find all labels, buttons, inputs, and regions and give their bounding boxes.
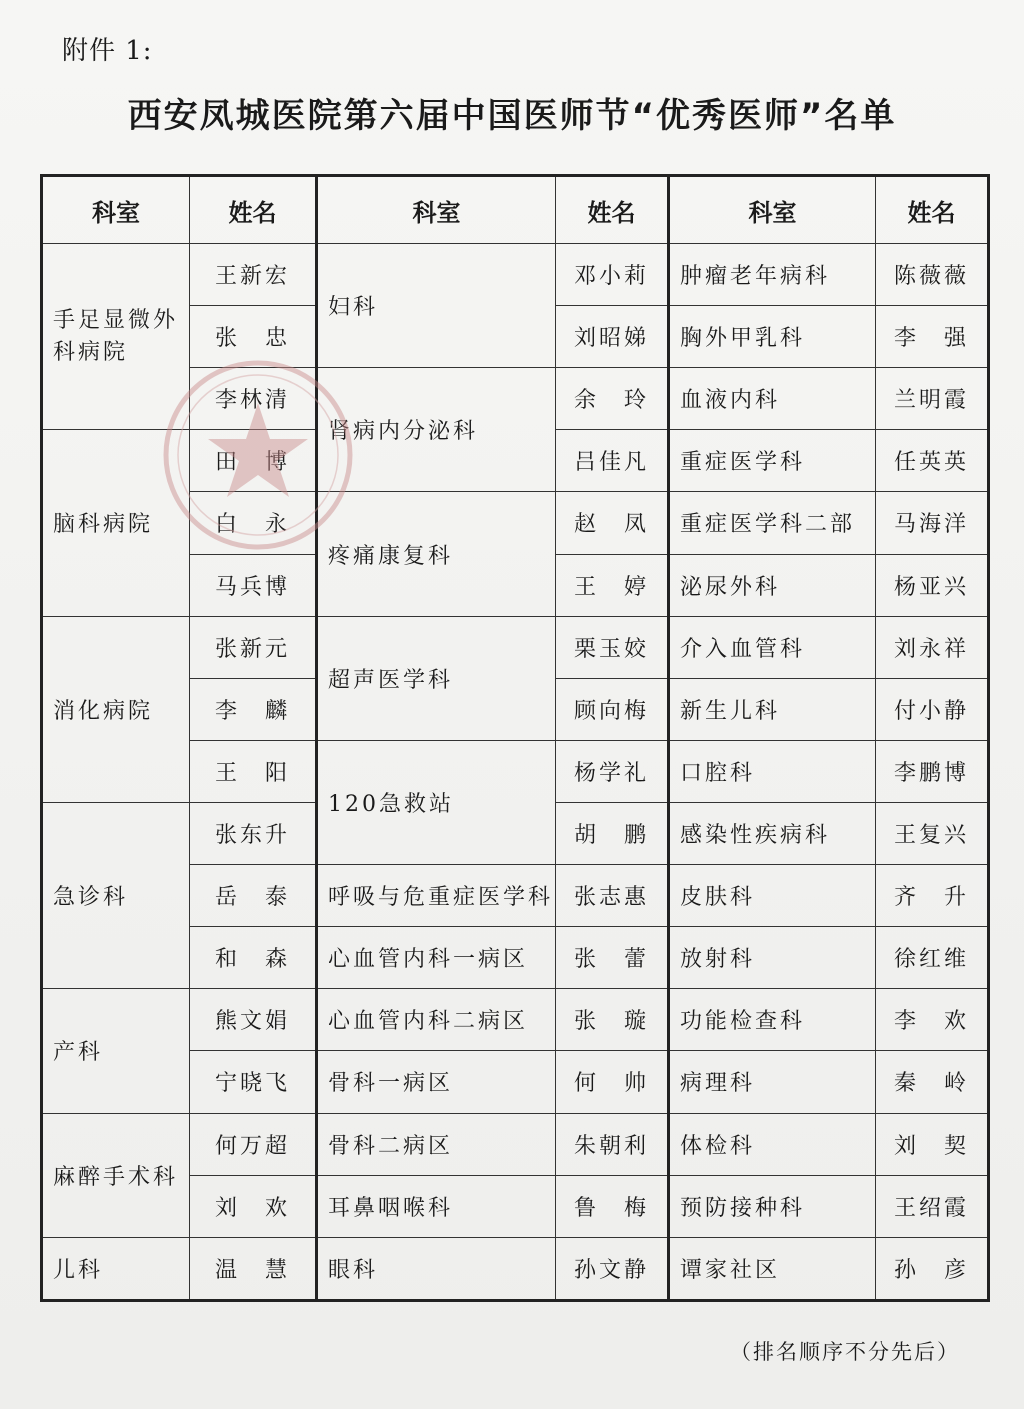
group-dept: 手足显微外科病院 <box>42 244 190 430</box>
doctor-name: 徐红维 <box>876 927 989 989</box>
doctor-name: 王绍霞 <box>876 1175 989 1237</box>
dept-cell: 血液内科 <box>669 368 876 430</box>
doctor-name: 温 慧 <box>190 1237 317 1300</box>
doctor-name: 胡 鹏 <box>556 802 669 864</box>
table-row <box>42 616 989 678</box>
doctor-name: 张东升 <box>190 802 317 864</box>
table-row <box>42 1237 989 1300</box>
dept-cell: 心血管内科二病区 <box>317 989 556 1051</box>
dept-cell: 皮肤科 <box>669 865 876 927</box>
dept-cell: 口腔科 <box>669 740 876 802</box>
doctor-name: 张 璇 <box>556 989 669 1051</box>
header-name-2: 姓名 <box>556 176 669 244</box>
table-row <box>42 1113 989 1175</box>
dept-cell: 骨科二病区 <box>317 1113 556 1175</box>
doctor-name: 王新宏 <box>190 244 317 306</box>
dept-cell: 眼科 <box>317 1237 556 1300</box>
table-row <box>42 989 989 1051</box>
doctor-name: 任英英 <box>876 430 989 492</box>
merged-dept: 肾病内分泌科 <box>317 368 556 492</box>
dept-cell: 肿瘤老年病科 <box>669 244 876 306</box>
group-dept: 急诊科 <box>42 802 190 988</box>
merged-dept: 疼痛康复科 <box>317 492 556 616</box>
dept-cell: 骨科一病区 <box>317 1051 556 1113</box>
group-dept: 产科 <box>42 989 190 1113</box>
doctor-name: 吕佳凡 <box>556 430 669 492</box>
doctor-name: 齐 升 <box>876 865 989 927</box>
dept-cell: 耳鼻咽喉科 <box>317 1175 556 1237</box>
doctor-name: 李 欢 <box>876 989 989 1051</box>
doctor-name: 李林清 <box>190 368 317 430</box>
dept-cell: 新生儿科 <box>669 678 876 740</box>
doctor-name: 孙 彦 <box>876 1237 989 1300</box>
dept-cell: 心血管内科一病区 <box>317 927 556 989</box>
dept-cell: 病理科 <box>669 1051 876 1113</box>
group-dept: 麻醉手术科 <box>42 1113 190 1237</box>
doctor-name: 秦 岭 <box>876 1051 989 1113</box>
dept-cell: 功能检查科 <box>669 989 876 1051</box>
doctor-name: 杨学礼 <box>556 740 669 802</box>
doctor-name: 顾向梅 <box>556 678 669 740</box>
doctor-name: 刘 欢 <box>190 1175 317 1237</box>
doctor-name: 付小静 <box>876 678 989 740</box>
ranking-note: （排名顺序不分先后） <box>730 1340 960 1364</box>
doctor-name: 陈薇薇 <box>876 244 989 306</box>
doctor-name: 王 阳 <box>190 740 317 802</box>
doctor-name: 张新元 <box>190 616 317 678</box>
doctor-name: 和 森 <box>190 927 317 989</box>
group-dept: 儿科 <box>42 1237 190 1300</box>
header-dept-2: 科室 <box>317 176 556 244</box>
doctor-name: 邓小莉 <box>556 244 669 306</box>
doctor-name: 马兵博 <box>190 554 317 616</box>
doctor-name: 张 蕾 <box>556 927 669 989</box>
merged-dept: 超声医学科 <box>317 616 556 740</box>
doctor-name: 宁晓飞 <box>190 1051 317 1113</box>
dept-cell: 泌尿外科 <box>669 554 876 616</box>
group-dept: 脑科病院 <box>42 430 190 616</box>
doctor-name: 余 玲 <box>556 368 669 430</box>
merged-dept: 120急救站 <box>317 740 556 864</box>
doctor-name: 张志惠 <box>556 865 669 927</box>
doctor-name: 刘昭娣 <box>556 306 669 368</box>
header-name-3: 姓名 <box>876 176 989 244</box>
dept-cell: 感染性疾病科 <box>669 802 876 864</box>
dept-cell: 胸外甲乳科 <box>669 306 876 368</box>
header-dept-3: 科室 <box>669 176 876 244</box>
doctor-name: 田 博 <box>190 430 317 492</box>
doctor-name: 李 强 <box>876 306 989 368</box>
doctor-name: 刘 契 <box>876 1113 989 1175</box>
dept-cell: 重症医学科二部 <box>669 492 876 554</box>
doctor-name: 白 永 <box>190 492 317 554</box>
page-title: 西安凤城医院第六届中国医师节“优秀医师”名单 <box>127 96 897 136</box>
merged-dept: 妇科 <box>317 244 556 368</box>
dept-cell: 介入血管科 <box>669 616 876 678</box>
doctor-name: 杨亚兴 <box>876 554 989 616</box>
dept-cell: 呼吸与危重症医学科 <box>317 865 556 927</box>
dept-cell: 预防接种科 <box>669 1175 876 1237</box>
doctor-name: 李鹏博 <box>876 740 989 802</box>
dept-cell: 谭家社区 <box>669 1237 876 1300</box>
table-row <box>42 244 989 306</box>
doctor-name: 赵 凤 <box>556 492 669 554</box>
doctor-name: 王复兴 <box>876 802 989 864</box>
doctor-name: 孙文静 <box>556 1237 669 1300</box>
doctor-name: 栗玉姣 <box>556 616 669 678</box>
doctor-name: 熊文娟 <box>190 989 317 1051</box>
header-name-1: 姓名 <box>190 176 317 244</box>
doctor-name: 何 帅 <box>556 1051 669 1113</box>
dept-cell: 放射科 <box>669 927 876 989</box>
doctor-name: 岳 泰 <box>190 865 317 927</box>
doctor-roster-table <box>40 174 990 1302</box>
table-header-row <box>42 176 989 244</box>
attachment-label: 附件 1: <box>62 36 153 66</box>
dept-cell: 体检科 <box>669 1113 876 1175</box>
doctor-name: 刘永祥 <box>876 616 989 678</box>
doctor-name: 马海洋 <box>876 492 989 554</box>
dept-cell: 重症医学科 <box>669 430 876 492</box>
doctor-name: 朱朝利 <box>556 1113 669 1175</box>
doctor-name: 李 麟 <box>190 678 317 740</box>
doctor-name: 张 忠 <box>190 306 317 368</box>
header-dept-1: 科室 <box>42 176 190 244</box>
doctor-name: 鲁 梅 <box>556 1175 669 1237</box>
group-dept: 消化病院 <box>42 616 190 802</box>
doctor-name: 何万超 <box>190 1113 317 1175</box>
doctor-name: 兰明霞 <box>876 368 989 430</box>
doctor-name: 王 婷 <box>556 554 669 616</box>
